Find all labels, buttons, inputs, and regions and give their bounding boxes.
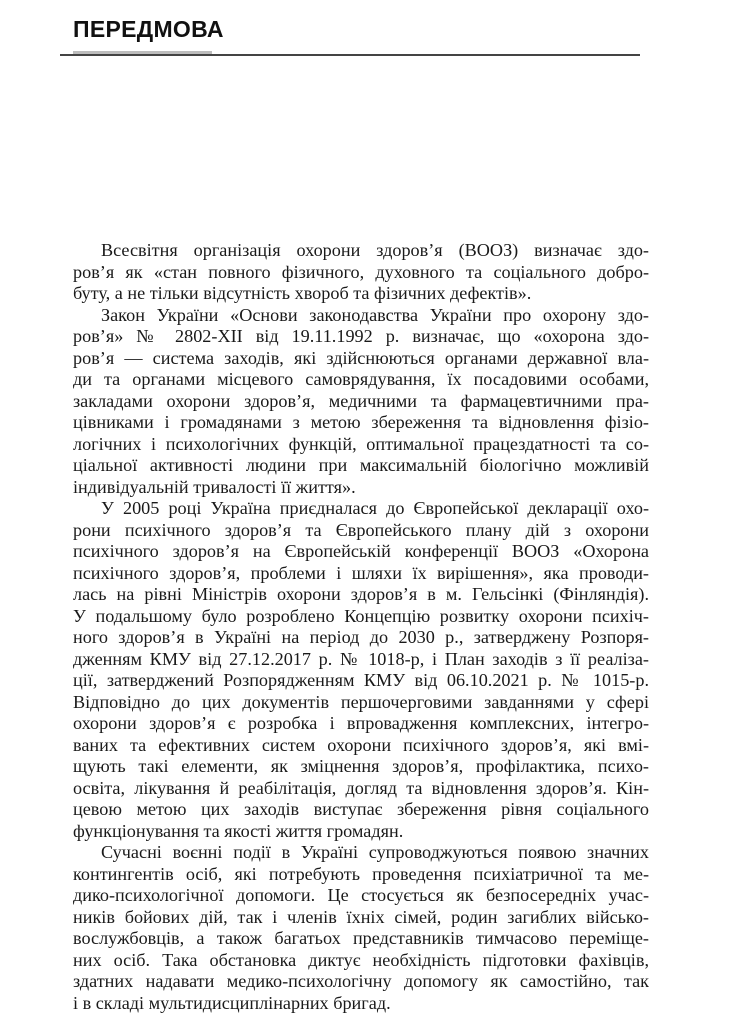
text-line: ров’я» № 2802-XII від 19.11.1992 р. визначає, що «охорона здо-	[73, 326, 649, 346]
text-line: здатних надавати медико-психологічну допомогу як самостійно, так	[73, 971, 649, 991]
text-line: індивідуальній тривалості її життя».	[73, 476, 356, 497]
page-title: ПЕРЕДМОВА	[73, 16, 224, 42]
text-line: лась на рівні Міністрів охорони здоров’я в м. Гельсінкі (Фінляндія).	[73, 584, 649, 604]
text-line: закладами охорони здоров’я, медичними та фармацевтичними пра-	[73, 390, 649, 411]
text-line: У подальшому було розроблено Концепцію розвитку охорони психіч-	[73, 605, 649, 626]
text-line: щують такі елементи, як зміцнення здоров’я, профілактика, психо-	[73, 756, 649, 776]
text-line: функціонування та якості життя громадян.	[73, 820, 404, 841]
paragraph	[73, 240, 649, 305]
text-line: ників бойових дій, так і членів їхніх сімей, родин загиблих військо-	[73, 906, 649, 927]
text-line: психічного здоров’я, проблеми і шляхи їх вирішення», яка проводи-	[73, 562, 649, 583]
text-line: У 2005 році Україна приєдналася до Європейської декларації охо-	[101, 498, 649, 518]
paragraph	[73, 842, 649, 1014]
text-line: ди та органами місцевого самоврядування, їх посадовими особами,	[73, 369, 649, 389]
text-line: них осіб. Така обстановка диктує необхідність підготовки фахівців,	[73, 949, 649, 970]
text-line: ціальної активності людини при максимальній біологічно можливій	[73, 455, 649, 475]
text-line: цевою метою цих заходів виступає збереження рівня соціального	[73, 799, 649, 819]
text-line: дженням КМУ від 27.12.2017 р. № 1018-р, і План заходів з її реаліза-	[73, 648, 649, 669]
text-line: буту, а не тільки відсутність хвороб та фізичних дефектів».	[73, 283, 532, 303]
text-line: цівниками і громадянами з метою збереження та відновлення фізіо-	[73, 412, 649, 432]
text-line: логічних і психологічних функцій, оптимальної працездатності та со-	[73, 433, 649, 454]
text-line: Сучасні воєнні події в Україні супроводжуються появою значних	[101, 842, 649, 862]
text-line: Всесвітня організація охорони здоров’я (ВООЗ) визначає здо-	[101, 240, 649, 260]
text-line: дико-психологічної допомоги. Це стосується як безпосередніх учас-	[73, 885, 649, 905]
text-line: ного здоров’я в Україні на період до 2030 р., затверджену Розпоря-	[73, 627, 649, 647]
paragraph	[73, 305, 649, 499]
text-line: ров’я як «стан повного фізичного, духовного та соціального добро-	[73, 261, 649, 282]
text-line: ції, затверджений Розпорядженням КМУ від 06.10.2021 р. № 1015-р.	[73, 670, 649, 690]
text-line: Відповідно до цих документів першочерговими завданнями у сфері	[73, 691, 649, 712]
text-line: вослужбовців, а також багатьох представників тимчасово переміще-	[73, 928, 649, 948]
text-line: Закон України «Основи законодавства України про охорону здо-	[101, 304, 649, 325]
text-line: контингентів осіб, які потребують проведення психіатричної та ме-	[73, 863, 649, 884]
text-line: і в складі мультидисциплінарних бригад.	[73, 992, 391, 1013]
preface-body	[73, 240, 649, 1014]
text-line: ров’я — система заходів, які здійснюються органами державної вла-	[73, 347, 649, 368]
text-line: охорони здоров’я є розробка і впровадження комплексних, інтегро-	[73, 713, 649, 733]
paragraph	[73, 498, 649, 842]
text-line: освіта, лікування й реабілітація, догляд та відновлення здоров’я. Кін-	[73, 777, 649, 798]
title-divider	[60, 54, 640, 56]
text-line: ваних та ефективних систем охорони психічного здоров’я, які вмі-	[73, 734, 649, 755]
text-line: психічного здоров’я на Європейській конференції ВООЗ «Охорона	[73, 541, 649, 561]
text-line: рони психічного здоров’я та Європейського плану дій з охорони	[73, 519, 649, 540]
